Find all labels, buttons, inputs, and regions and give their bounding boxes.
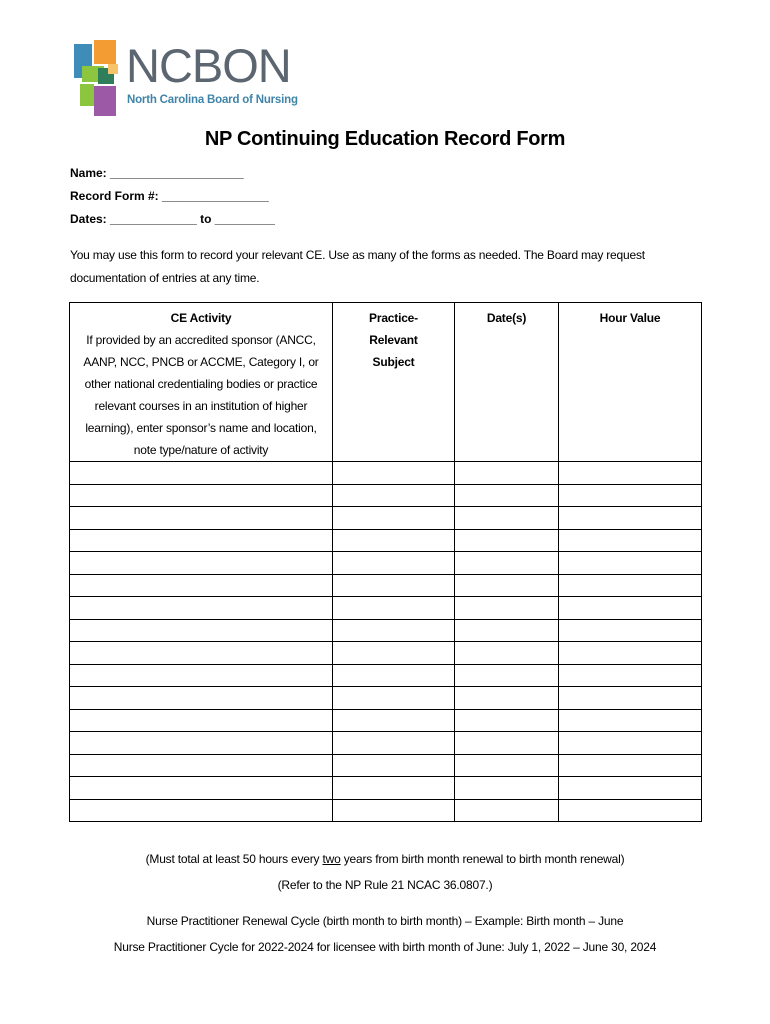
entry-cell[interactable] xyxy=(333,732,455,755)
entry-cell[interactable] xyxy=(70,732,333,755)
table-row xyxy=(70,709,702,732)
entry-cell[interactable] xyxy=(559,642,702,665)
must-total-underlined: two xyxy=(322,852,341,866)
entry-cell[interactable] xyxy=(333,664,455,687)
table-row xyxy=(70,687,702,710)
entry-cell[interactable] xyxy=(559,799,702,822)
entry-cell[interactable] xyxy=(455,552,559,575)
entry-cell[interactable] xyxy=(70,597,333,620)
entry-cell[interactable] xyxy=(333,552,455,575)
logo-mark-icon xyxy=(72,38,124,118)
entry-cell[interactable] xyxy=(70,777,333,800)
col-ce-activity xyxy=(70,303,333,462)
col-hour-value xyxy=(559,303,702,462)
table-body xyxy=(70,462,702,822)
entry-cell[interactable] xyxy=(455,799,559,822)
entry-cell[interactable] xyxy=(559,507,702,530)
table-row xyxy=(70,664,702,687)
entry-cell[interactable] xyxy=(70,529,333,552)
entry-cell[interactable] xyxy=(559,754,702,777)
entry-cell[interactable] xyxy=(70,484,333,507)
entry-cell[interactable] xyxy=(455,597,559,620)
entry-cell[interactable] xyxy=(70,687,333,710)
ce-record-table xyxy=(69,302,702,822)
table-row xyxy=(70,619,702,642)
ce-activity-title: CE Activity xyxy=(170,311,232,325)
ncbon-logo xyxy=(72,38,298,118)
cycle-2022-2024: Nurse Practitioner Cycle for 2022-2024 for licensee with birth month of June: July 1, 2022 – June 30, 2024 xyxy=(113,940,657,954)
entry-cell[interactable] xyxy=(333,709,455,732)
entry-cell[interactable] xyxy=(333,619,455,642)
dates-title: Date(s) xyxy=(486,311,527,325)
dates-to: to xyxy=(200,212,212,226)
must-total-post: years from birth month renewal to birth month renewal) xyxy=(340,852,625,866)
logo-wordmark: NCBON xyxy=(126,39,291,92)
entry-cell[interactable] xyxy=(333,754,455,777)
entry-cell[interactable] xyxy=(559,687,702,710)
entry-cell[interactable] xyxy=(70,574,333,597)
dates-start: Dates: _____________ xyxy=(70,212,197,226)
form-title: NP Continuing Education Record Form xyxy=(204,128,566,150)
ce-activity-description: If provided by an accredited sponsor (ANCC, AANP, NCC, PNCB or ACCME, Category I, or other national credentialing bodies or practice relevant courses in an institution of higher learning), enter sponsor’s name and location, note type/nature of activity xyxy=(83,333,319,457)
table-row xyxy=(70,642,702,665)
table-row xyxy=(70,507,702,530)
entry-cell[interactable] xyxy=(455,732,559,755)
logo-subtitle: North Carolina Board of Nursing xyxy=(127,94,298,106)
entry-cell[interactable] xyxy=(333,799,455,822)
entry-cell[interactable] xyxy=(333,777,455,800)
entry-cell[interactable] xyxy=(70,664,333,687)
entry-cell[interactable] xyxy=(333,529,455,552)
entry-cell[interactable] xyxy=(455,664,559,687)
entry-cell[interactable] xyxy=(455,777,559,800)
entry-cell[interactable] xyxy=(559,597,702,620)
table-row xyxy=(70,529,702,552)
practice-subject-title: Practice-Relevant Subject xyxy=(369,311,418,369)
table-row xyxy=(70,462,702,485)
entry-cell[interactable] xyxy=(70,619,333,642)
record-form-field[interactable]: Record Form #: ________________ xyxy=(70,189,269,203)
entry-cell[interactable] xyxy=(559,709,702,732)
entry-cell[interactable] xyxy=(455,574,559,597)
entry-cell[interactable] xyxy=(559,529,702,552)
entry-cell[interactable] xyxy=(559,777,702,800)
entry-cell[interactable] xyxy=(455,642,559,665)
entry-cell[interactable] xyxy=(70,462,333,485)
entry-cell[interactable] xyxy=(455,507,559,530)
entry-cell[interactable] xyxy=(333,574,455,597)
dates-end: _________ xyxy=(214,212,275,226)
entry-cell[interactable] xyxy=(559,619,702,642)
entry-cell[interactable] xyxy=(70,552,333,575)
entry-cell[interactable] xyxy=(333,484,455,507)
entry-cell[interactable] xyxy=(455,687,559,710)
entry-cell[interactable] xyxy=(455,529,559,552)
table-row xyxy=(70,777,702,800)
entry-cell[interactable] xyxy=(333,642,455,665)
entry-cell[interactable] xyxy=(333,462,455,485)
entry-cell[interactable] xyxy=(455,754,559,777)
must-total-note xyxy=(0,852,770,866)
entry-cell[interactable] xyxy=(559,462,702,485)
intro-text: You may use this form to record your relevant CE. Use as many of the forms as needed. The Board may request documentation of entries at any time. xyxy=(70,248,645,285)
entry-cell[interactable] xyxy=(559,732,702,755)
entry-cell[interactable] xyxy=(333,687,455,710)
entry-cell[interactable] xyxy=(455,709,559,732)
form-meta xyxy=(70,162,275,231)
dates-field[interactable] xyxy=(70,208,275,231)
entry-cell[interactable] xyxy=(559,574,702,597)
hour-value-title: Hour Value xyxy=(599,311,661,325)
must-total-pre: (Must total at least 50 hours every xyxy=(145,852,323,866)
entry-cell[interactable] xyxy=(455,484,559,507)
table-row xyxy=(70,484,702,507)
entry-cell[interactable] xyxy=(455,462,559,485)
entry-cell[interactable] xyxy=(559,484,702,507)
name-field[interactable]: Name: ____________________ xyxy=(70,166,244,180)
renewal-cycle: Nurse Practitioner Renewal Cycle (birth month to birth month) – Example: Birth month – June xyxy=(146,914,624,928)
entry-cell[interactable] xyxy=(333,597,455,620)
entry-cell[interactable] xyxy=(333,507,455,530)
table-row xyxy=(70,754,702,777)
table-row xyxy=(70,574,702,597)
table-row xyxy=(70,732,702,755)
rule-reference: (Refer to the NP Rule 21 NCAC 36.0807.) xyxy=(277,878,493,892)
entry-cell[interactable] xyxy=(70,507,333,530)
table-row xyxy=(70,799,702,822)
entry-cell[interactable] xyxy=(559,664,702,687)
table-row xyxy=(70,552,702,575)
entry-cell[interactable] xyxy=(70,709,333,732)
col-dates xyxy=(455,303,559,462)
col-practice-subject xyxy=(333,303,455,462)
entry-cell[interactable] xyxy=(70,754,333,777)
table-row xyxy=(70,597,702,620)
entry-cell[interactable] xyxy=(70,642,333,665)
entry-cell[interactable] xyxy=(455,619,559,642)
entry-cell[interactable] xyxy=(559,552,702,575)
entry-cell[interactable] xyxy=(70,799,333,822)
